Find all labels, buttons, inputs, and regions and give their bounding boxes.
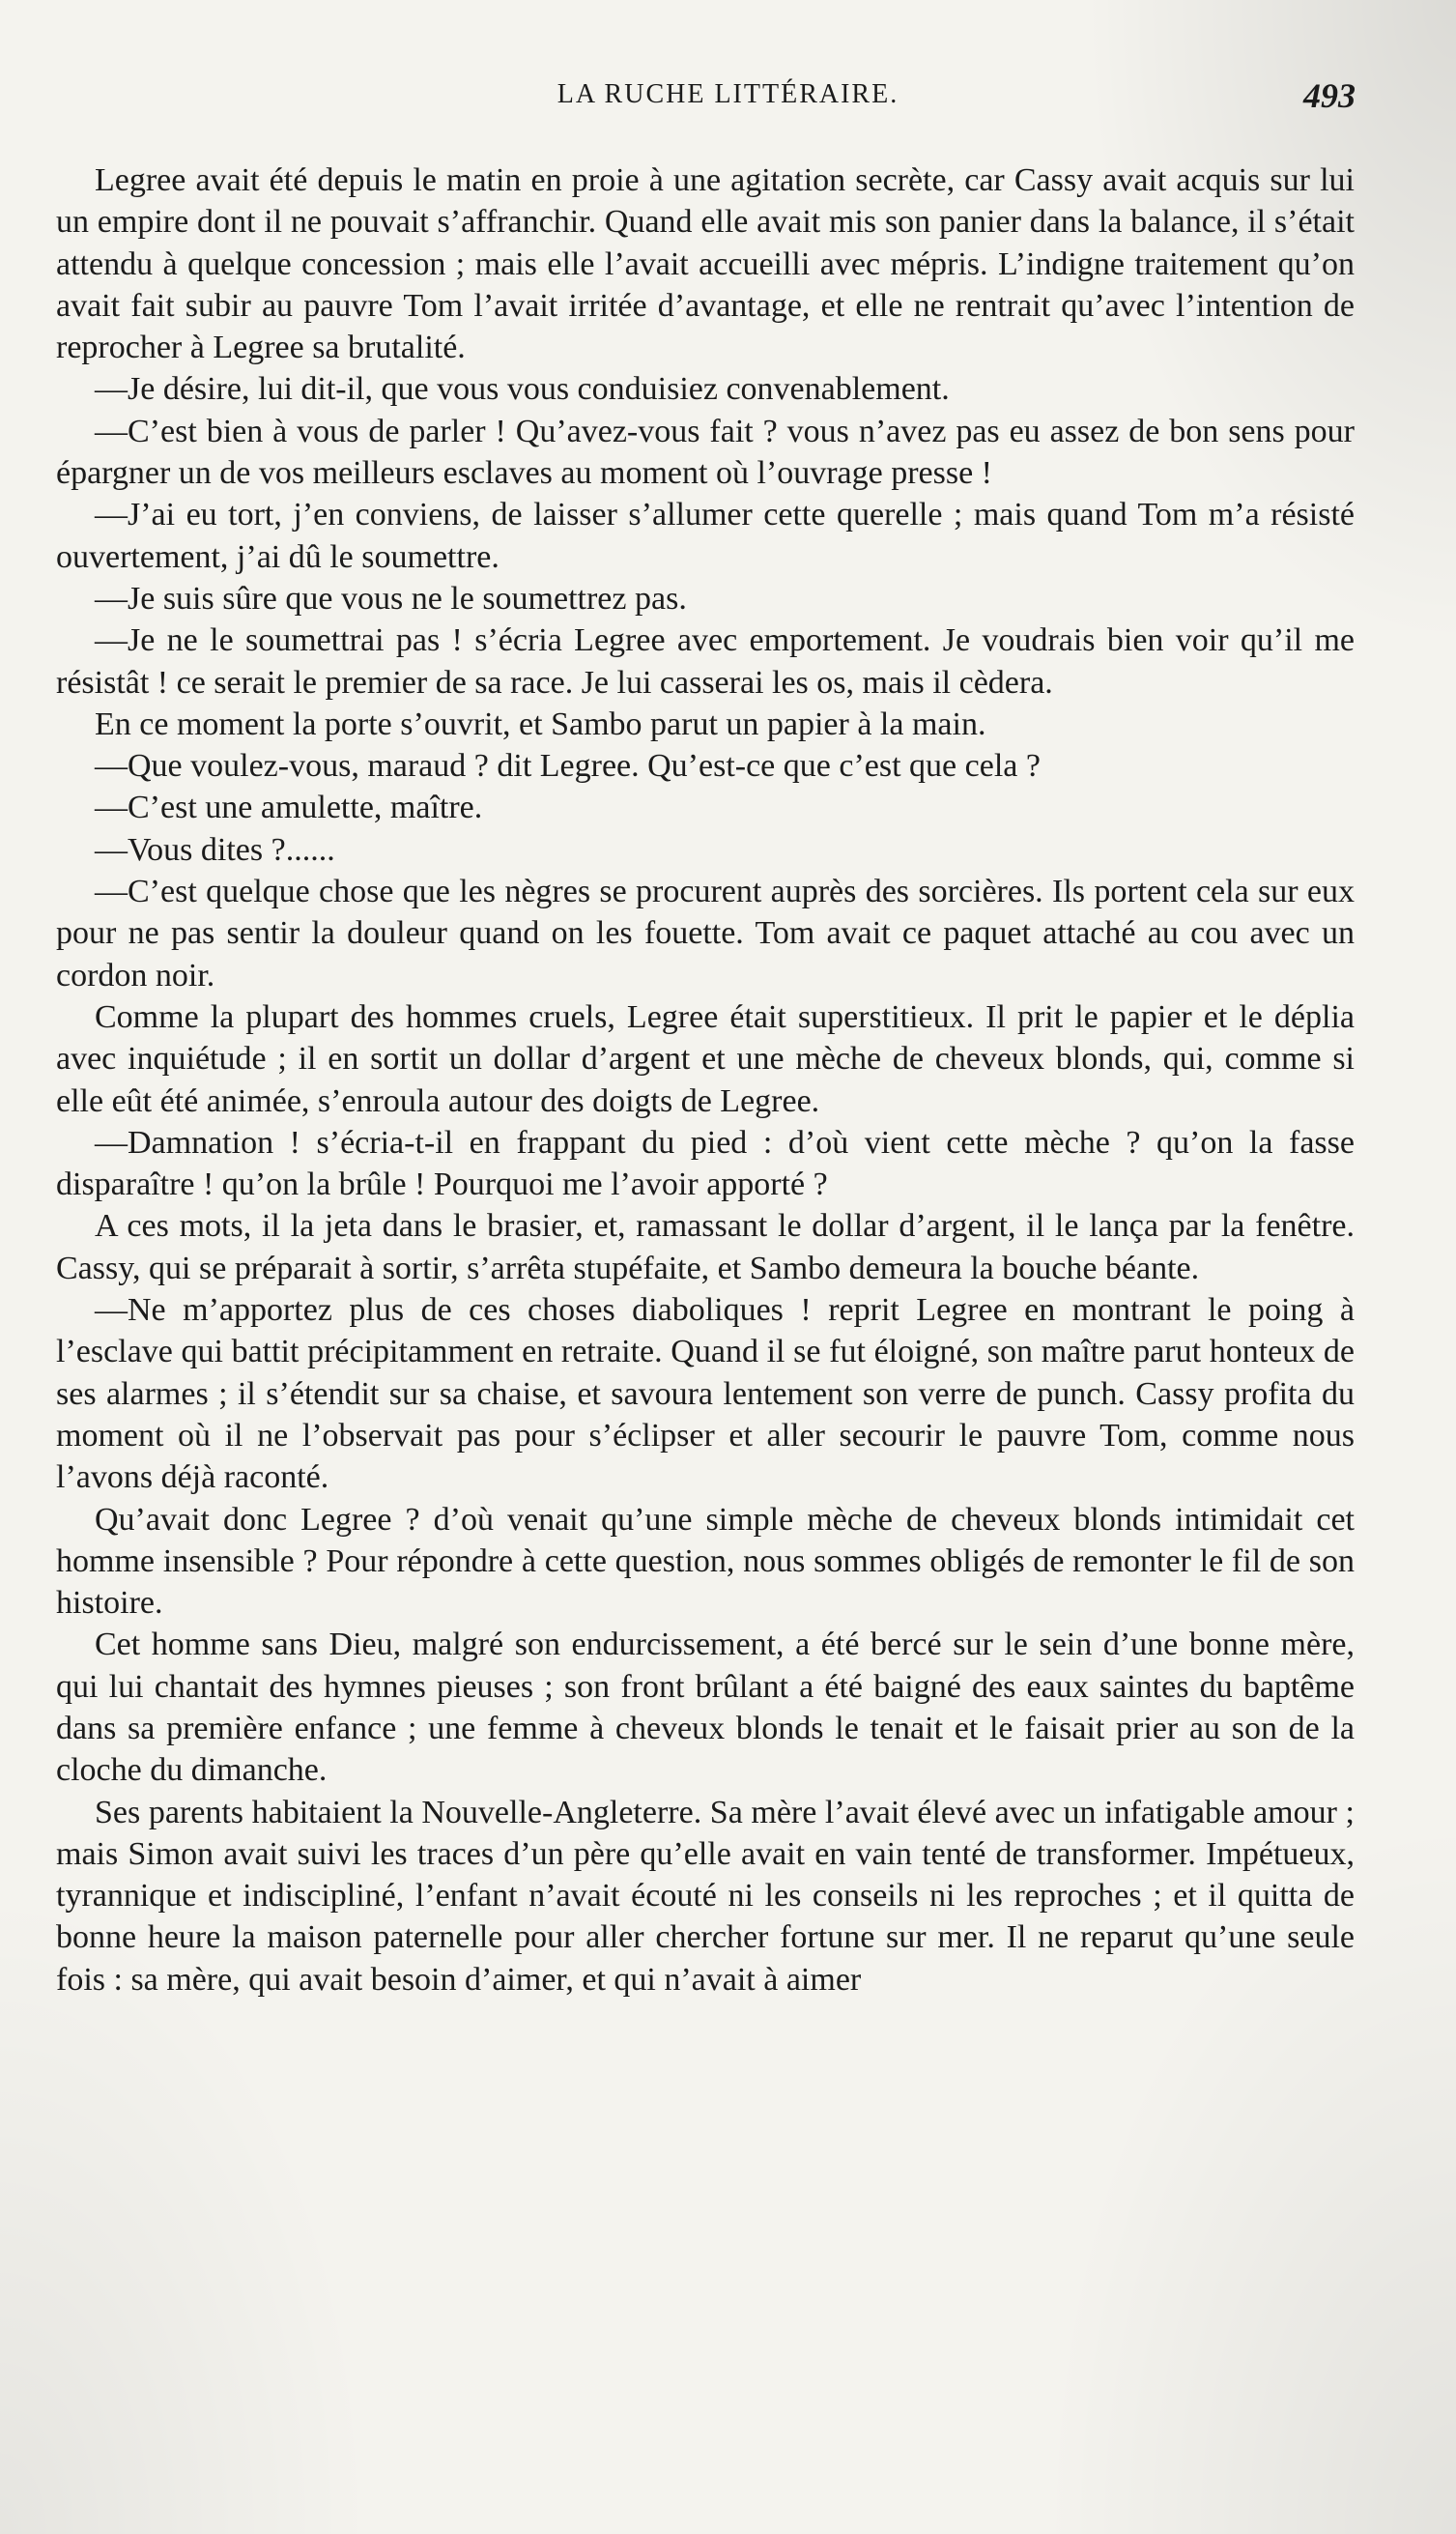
- dialogue-line: —Je ne le soumettrai pas ! s’écria Legree avec emportement. Je voudrais bien voir qu’il me résistât ! ce serait le premier de sa race. Je lui casserai les os, mais il cèdera.: [56, 622, 1355, 701]
- dialogue-line: —C’est une amulette, maître.: [95, 790, 483, 826]
- paragraph: En ce moment la porte s’ouvrit, et Sambo parut un papier à la main.: [95, 705, 986, 742]
- dialogue-line: —Que voulez-vous, maraud ? dit Legree. Qu’est-ce que c’est que cela ?: [95, 748, 1041, 785]
- paragraph: Cet homme sans Dieu, malgré son endurcissement, a été bercé sur le sein d’une bonne mère, qui lui chantait des hymnes pieuses ; son front brûlant a été baigné des eaux saintes du baptême dans sa première enfance ; une femme à cheveux blonds le tenait et le faisait prier au son de la cloche du dimanche.: [56, 1627, 1355, 1789]
- dialogue-line: —Vous dites ?......: [95, 831, 335, 868]
- page-header: [0, 75, 1456, 124]
- dialogue-line: —J’ai eu tort, j’en conviens, de laisser s’allumer cette querelle ; mais quand Tom m’a résisté ouvertement, j’ai dû le soumettre.: [56, 497, 1355, 575]
- paragraph: Qu’avait donc Legree ? d’où venait qu’une simple mèche de cheveux blonds intimidait cet homme insensible ? Pour répondre à cette question, nous sommes obligés de remonter le fil de son histoire.: [56, 1501, 1355, 1622]
- body-text: [56, 159, 1355, 2001]
- dialogue-line: —C’est quelque chose que les nègres se procurent auprès des sorcières. Ils portent cela sur eux pour ne pas sentir la douleur quand on les fouette. Tom avait ce paquet attaché au cou avec un cordon noir.: [56, 874, 1355, 993]
- paragraph: Comme la plupart des hommes cruels, Legree était superstitieux. Il prit le papier et le déplia avec inquiétude ; il en sortit un dollar d’argent et une mèche de cheveux blonds, qui, comme si elle eût été animée, s’enroula autour des doigts de Legree.: [56, 998, 1355, 1119]
- page-number: 493: [1303, 76, 1356, 115]
- paragraph: A ces mots, il la jeta dans le brasier, et, ramassant le dollar d’argent, il le lança par la fenêtre. Cassy, qui se préparait à sortir, s’arrêta stupéfaite, et Sambo demeura la bouche béante.: [56, 1208, 1355, 1286]
- dialogue-line: —Je désire, lui dit-il, que vous vous conduisiez convenablement.: [95, 371, 950, 408]
- dialogue-line: —Ne m’apportez plus de ces choses diaboliques ! reprit Legree en montrant le poing à l’esclave qui battit précipitamment en retraite. Quand il se fut éloigné, son maître parut honteux de ses alarmes ; il s’étendit sur sa chaise, et savoura lentement son verre de punch. Cassy profita du moment où il ne l’observait pas pour s’éclipser et aller secourir le pauvre Tom, comme nous l’avons déjà raconté.: [56, 1292, 1355, 1496]
- running-title: LA RUCHE LITTÉRAIRE.: [557, 79, 899, 109]
- dialogue-line: —C’est bien à vous de parler ! Qu’avez-vous fait ? vous n’avez pas eu assez de bon sens pour épargner un de vos meilleurs esclaves au moment où l’ouvrage presse !: [56, 413, 1355, 492]
- dialogue-line: —Je suis sûre que vous ne le soumettrez pas.: [95, 580, 687, 617]
- dialogue-line: —Damnation ! s’écria-t-il en frappant du pied : d’où vient cette mèche ? qu’on la fasse disparaître ! qu’on la brûle ! Pourquoi me l’avoir apporté ?: [56, 1124, 1355, 1203]
- paragraph: Legree avait été depuis le matin en proie à une agitation secrète, car Cassy avait acquis sur lui un empire dont il ne pouvait s’affranchir. Quand elle avait mis son panier dans la balance, il s’était attendu à quelque concession ; mais elle l’avait accueilli avec mépris. L’indigne traitement qu’on avait fait subir au pauvre Tom l’avait irritée d’avantage, et elle ne rentrait qu’avec l’intention de reprocher à Legree sa brutalité.: [56, 162, 1355, 366]
- paragraph: Ses parents habitaient la Nouvelle-Angleterre. Sa mère l’avait élevé avec un infatigable amour ; mais Simon avait suivi les traces d’un père qu’elle avait en vain tenté de transformer. Impétueux, tyrannique et indiscipliné, l’enfant n’avait écouté ni les conseils ni les reproches ; et il quitta de bonne heure la maison paternelle pour aller chercher fortune sur mer. Il ne reparut qu’une seule fois : sa mère, qui avait besoin d’aimer, et qui n’avait à aimer: [56, 1794, 1355, 1998]
